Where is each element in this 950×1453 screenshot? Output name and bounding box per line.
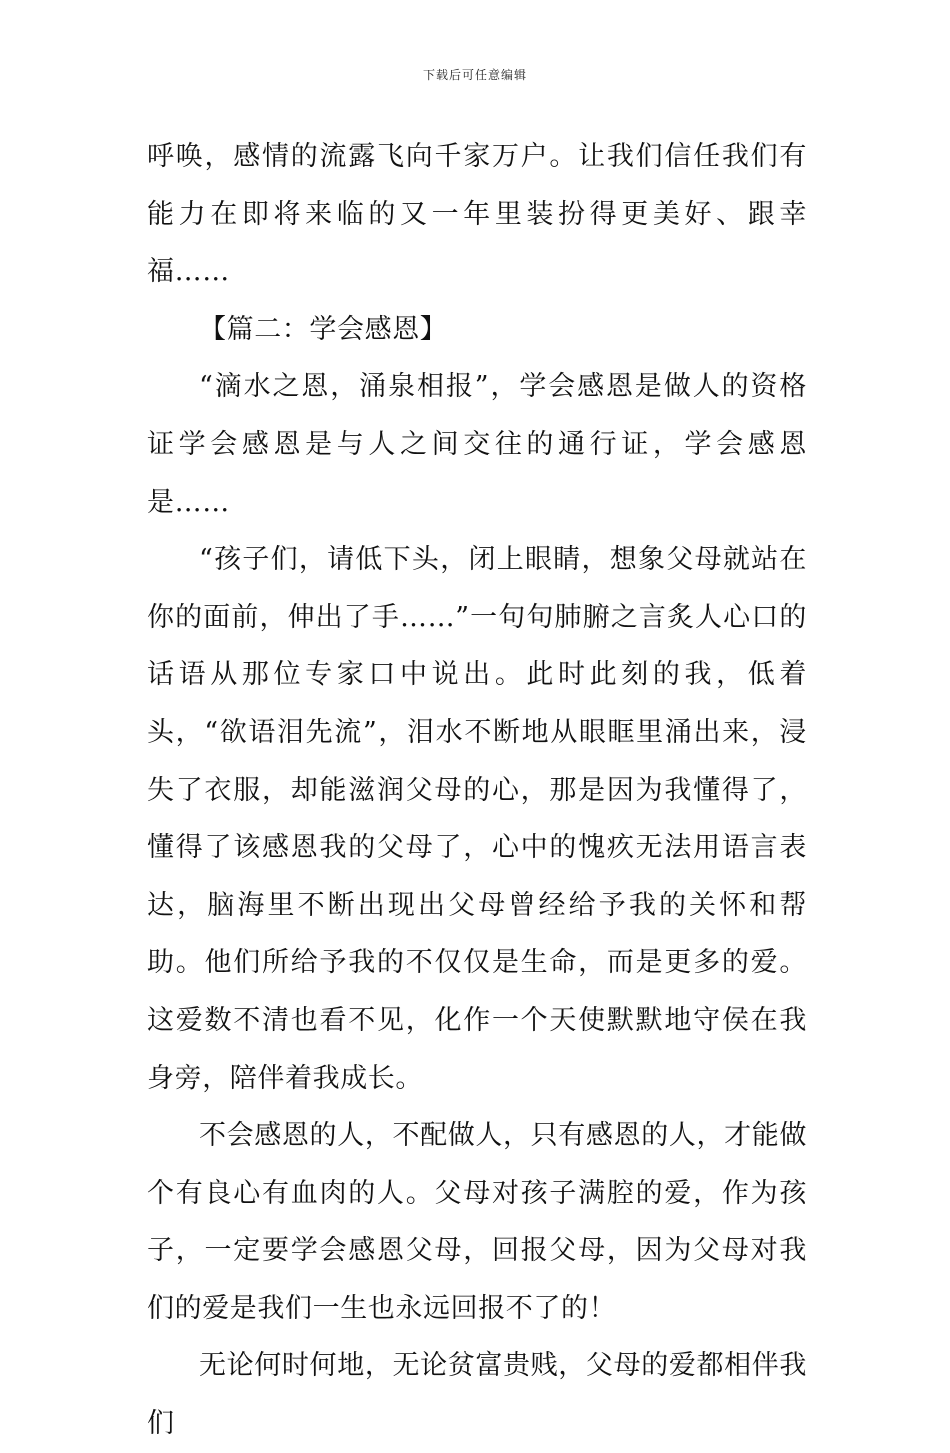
page-header: 下载后可任意编辑: [422, 68, 527, 82]
paragraph-5: 无论何时何地，无论贫富贵贱，父母的爱都相伴我们: [147, 1350, 807, 1440]
paragraph-3: “孩子们，请低下头，闭上眼睛，想象父母就站在你的面前，伸出了手……”一句句肺腑之言炙人心口的话语从那位专家口中说出。此时此刻的我，低着头，“欲语泪先流”，泪水不断地从眼眶里涌出来，浸失了衣服，却能滋润父母的心，那是因为我懂得了，懂得了该感恩我的父母了，心中的愧疚无法用语言表达，脑海里不断出现出父母曾经给予我的关怀和帮助。他们所给予我的不仅仅是生命，而是更多的爱。这爱数不清也看不见，化作一个天使默默地守侯在我身旁，陪伴着我成长。: [147, 544, 807, 1094]
paragraph-4: 不会感恩的人，不配做人，只有感恩的人，才能做个有良心有血肉的人。父母对孩子满腔的爱，作为孩子，一定要学会感恩父母，回报父母，因为父母对我们的爱是我们一生也永远回报不了的！: [147, 1120, 807, 1324]
paragraph-2: “滴水之恩，涌泉相报”，学会感恩是做人的资格证学会感恩是与人之间交往的通行证，学会感恩是……: [147, 371, 807, 518]
section-heading: 【篇二：学会感恩】: [199, 313, 448, 345]
paragraph-1: 呼唤，感情的流露飞向千家万户。让我们信任我们有能力在即将来临的又一年里装扮得更美好、跟幸福……: [147, 141, 807, 288]
document-body: [147, 128, 807, 1453]
